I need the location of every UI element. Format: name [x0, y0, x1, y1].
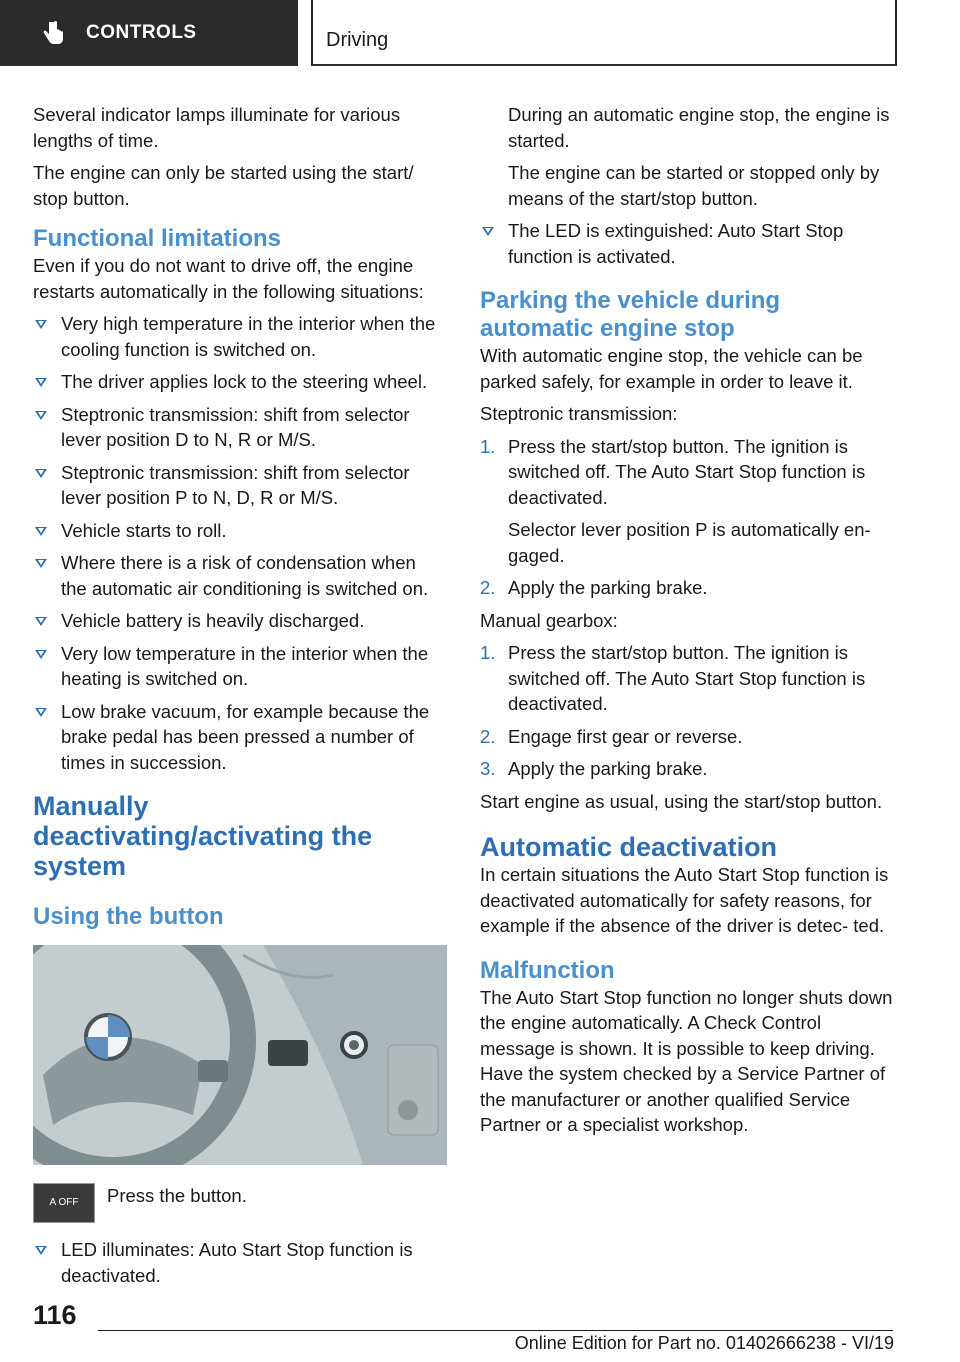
list-item: Low brake vacuum, for example because the brake pedal has been pressed a number of times in succession. [33, 699, 445, 776]
section-title: CONTROLS [86, 22, 197, 43]
bullet-triangle-icon [35, 411, 47, 420]
heading-functional-limitations: Functional limitations [33, 225, 282, 252]
bullet-triangle-icon [35, 527, 47, 536]
list-item: Vehicle battery is heavily discharged. [33, 608, 445, 634]
heading-manual-deactivating: Manually deactivating/activating the system [33, 791, 373, 881]
list-item: The LED is extinguished: Auto Start Stop function is activated. [480, 218, 900, 269]
automatic-deactivation-text: In certain situations the Auto Start Stop function is deactivated automatically for safety reasons, for example if the absence of the driver is detec‐ ted. [480, 864, 889, 936]
button-instruction [33, 1183, 445, 1227]
manual-gearbox-label: Manual gearbox: [480, 609, 618, 631]
bullet-triangle-icon [35, 1246, 47, 1255]
bullet-triangle-icon [35, 617, 47, 626]
numbered-step: 3. Apply the parking brake. [480, 758, 708, 779]
left-column [33, 102, 445, 1295]
bullet-triangle-icon [35, 378, 47, 387]
heading-malfunction: Malfunction [480, 956, 615, 984]
right-column [480, 102, 900, 1145]
numbered-step: 2. Apply the parking brake. [480, 577, 708, 598]
steptronic-label: Steptronic transmission: [480, 403, 678, 424]
intro-paragraph: Several indicator lamps illuminate for various lengths of time. [33, 104, 401, 151]
numbered-step: 2. Engage first gear or reverse. [480, 725, 743, 747]
bullet-triangle-icon [35, 469, 47, 478]
dashboard-drawing [33, 945, 447, 1165]
edition-text: Online Edition for Part no. 01402666238 - VI/19 [514, 1333, 894, 1353]
subsection-box [311, 0, 897, 66]
list-item: Where there is a risk of condensation when the automatic air conditioning is switched on. [33, 550, 445, 601]
hand-icon [40, 20, 66, 46]
list-item: Very high temperature in the interior when the cooling function is switched on. [33, 311, 445, 362]
bullet-triangle-icon [35, 708, 47, 717]
page-header [0, 0, 960, 66]
step-note: Selector lever position P is automatically en‐ gaged. [508, 519, 871, 566]
list-item: Steptronic transmission: shift from selector lever position P to N, D, R or M/S. [33, 460, 445, 511]
list-item: Very low temperature in the interior when the heating is switched on. [33, 641, 445, 692]
footer-divider [98, 1330, 893, 1331]
section-tab [0, 0, 298, 66]
bullet-triangle-icon [35, 559, 47, 568]
functional-intro: Even if you do not want to drive off, the engine restarts automatically in the following situations: [33, 255, 424, 302]
page-number: 116 [33, 1300, 77, 1330]
numbered-step: 1. Press the start/stop button. The ignition is switched off. The Auto Start Stop function is deactivated. [480, 642, 866, 714]
bullet-triangle-icon [35, 650, 47, 659]
press-button-text: Press the button. [107, 1185, 247, 1206]
list-item: Steptronic transmission: shift from selector lever position D to N, R or M/S. [33, 402, 445, 453]
continuation-paragraph: The engine can be started or stopped only by means of the start/stop button. [508, 162, 880, 209]
heading-automatic-deactivation: Automatic deactivation [480, 832, 778, 862]
numbered-step: 1. Press the start/stop button. The ignition is switched off. The Auto Start Stop function is deactivated. [480, 435, 866, 508]
auto-start-stop-button-icon: A OFF [33, 1183, 95, 1223]
list-item: The driver applies lock to the steering wheel. [33, 369, 445, 395]
bullet-triangle-icon [482, 227, 494, 236]
malfunction-text: The Auto Start Stop function no longer shuts down the engine automatically. A Check Control message is shown. It is possible to keep driving. Have the system checked by a Service Partner of the manufacturer or another qualified Service Partner or a specialist workshop. [480, 986, 893, 1135]
bullet-triangle-icon [35, 320, 47, 329]
continuation-paragraph: During an automatic engine stop, the engine is started. [508, 104, 890, 151]
start-engine-note: Start engine as usual, using the start/stop button. [480, 790, 883, 812]
heading-parking-vehicle: Parking the vehicle during automatic engine stop [480, 287, 781, 342]
subsection-title: Driving [326, 29, 389, 51]
parking-intro: With automatic engine stop, the vehicle can be parked safely, for example in order to leave it. [480, 345, 863, 392]
intro-paragraph: The engine can only be started using the start/ stop button. [33, 162, 414, 209]
dashboard-illustration [33, 945, 447, 1165]
heading-using-button: Using the button [33, 903, 224, 930]
list-item: LED illuminates: Auto Start Stop function is deactivated. [33, 1237, 445, 1288]
list-item: Vehicle starts to roll. [33, 518, 445, 544]
